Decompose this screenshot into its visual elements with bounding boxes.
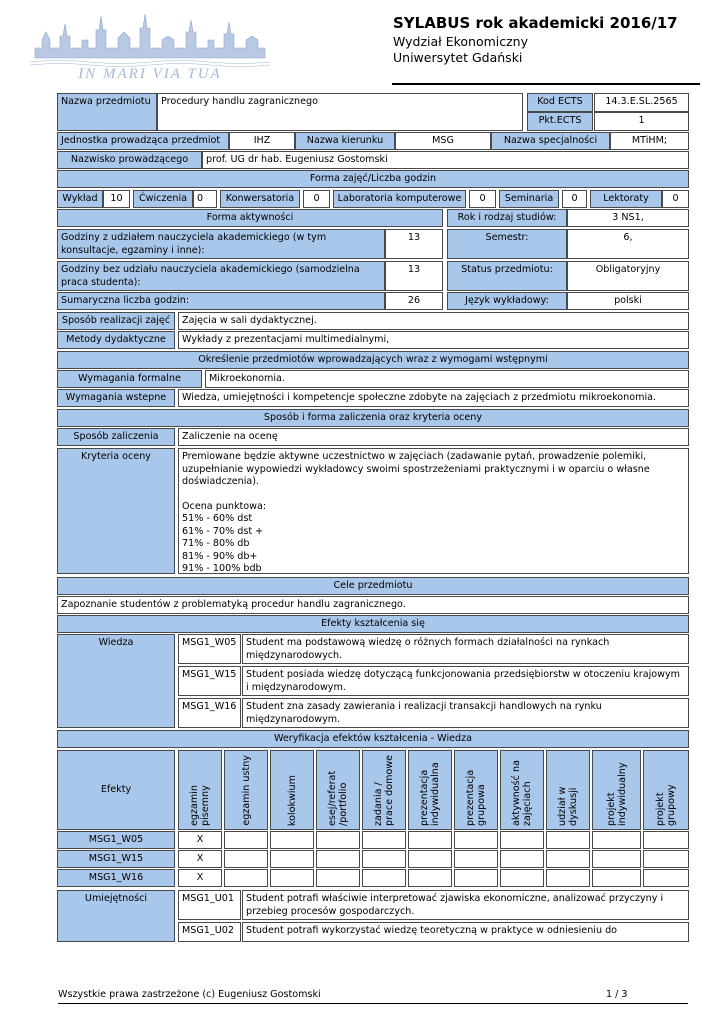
hours-without-teacher: 13 (385, 261, 443, 291)
verification-column-header (546, 750, 590, 830)
column-label: kolokwium (286, 774, 298, 826)
lecture-label: Wykład (57, 190, 103, 208)
syllabus-title: SYLABUS rok akademicki 2016/17 (393, 14, 678, 32)
initial-req: Wiedza, umiejętności i kompetencje społeczne zdobyte na zajęciach z przedmiotu mikroekonomia. (178, 389, 689, 407)
total-hours: 26 (385, 292, 443, 310)
goals-text: Zapoznanie studentów z problematyką procedur handlu zagranicznego. (57, 596, 689, 614)
semester: 6, (567, 229, 689, 259)
verification-row-code: MSG1_W16 (57, 869, 175, 887)
skills-label: Umiejętności (57, 890, 175, 942)
verification-cell: X (178, 850, 222, 868)
mode: Zajęcia w sali dydaktycznej. (178, 312, 689, 330)
assessment-method-label: Sposób zaliczenia (57, 428, 175, 446)
skill-text: Student potrafi właściwie interpretować zjawiska ekonomiczne, analizować przyczyny i przebieg procesów gospodarczych. (242, 890, 689, 920)
verification-column-header (500, 750, 544, 830)
verification-cell (270, 831, 314, 849)
verification-cell (643, 831, 689, 849)
verification-column-header (362, 750, 406, 830)
verification-cell (362, 831, 406, 849)
header-divider (392, 83, 700, 85)
footer-copyright: Wszystkie prawa zastrzeżone (c) Eugeniusz Gostomski (58, 989, 321, 1000)
field-value: MSG (395, 132, 491, 150)
verification-column-header (270, 750, 314, 830)
unit-label: Jednostka prowadząca przedmiot (57, 132, 229, 150)
verification-cell: X (178, 831, 222, 849)
skill-code: MSG1_U01 (178, 890, 241, 920)
logo-motto: IN MARI VIA TUA (78, 66, 222, 80)
conversatory-hours: 0 (303, 190, 330, 208)
verification-column-header (454, 750, 498, 830)
knowledge-code: MSG1_W05 (178, 634, 241, 664)
computer-lab-hours: 0 (469, 190, 496, 208)
verification-cell (454, 869, 498, 887)
verification-cell (316, 869, 360, 887)
footer-page-number: 1 / 3 (606, 989, 628, 1000)
university-logo-skyline (30, 10, 270, 80)
verification-column-header (316, 750, 360, 830)
exercises-label: Ćwiczenia (133, 190, 193, 208)
lectorate-label: Lektoraty (590, 190, 662, 208)
initial-req-label: Wymagania wstepne (57, 389, 175, 407)
verification-cell (500, 869, 544, 887)
verification-cell (316, 850, 360, 868)
knowledge-label: Wiedza (57, 634, 175, 728)
prereq-heading: Określenie przedmiotów wprowadzających wraz z wymogami wstępnymi (57, 351, 689, 369)
language-label: Język wykładowy: (447, 292, 567, 310)
column-label: projekt grupowy (655, 784, 677, 826)
assessment-method: Zaliczenie na ocenę (178, 428, 689, 446)
methods: Wykłady z prezentacjami multimedialnymi, (178, 331, 689, 349)
ects-code-label: Kod ECTS (527, 93, 593, 112)
methods-label: Metody dydaktyczne (57, 331, 175, 349)
knowledge-text: Student zna zasady zawierania i realizacji transakcji handlowych na rynku międzynarodowym. (242, 698, 689, 728)
verification-cell (500, 831, 544, 849)
verification-cell (224, 831, 268, 849)
knowledge-code: MSG1_W16 (178, 698, 241, 728)
column-label: esej/referat /portfolio (327, 770, 349, 826)
knowledge-code: MSG1_W15 (178, 666, 241, 696)
course-name: Procedury handlu zagranicznego (157, 93, 523, 131)
page-header (0, 0, 725, 86)
lecture-hours: 10 (103, 190, 130, 208)
ects-code: 14.3.E.SL.2565 (594, 93, 689, 112)
verification-cell (643, 869, 689, 887)
column-label: projekt indywidualny (605, 762, 628, 826)
outcomes-heading: Efekty kształcenia się (57, 615, 689, 633)
field-label: Nazwa kierunku (295, 132, 395, 150)
verification-cell (224, 850, 268, 868)
study-year-label: Rok i rodzaj studiów: (447, 209, 567, 227)
verification-cell (408, 831, 452, 849)
verification-cell (500, 850, 544, 868)
column-label: egzamin pisemny (189, 785, 211, 826)
knowledge-text: Student posiada wiedzę dotyczącą funkcjonowania przedsiębiorstw w otoczeniu krajowym i międzynarodowym. (242, 666, 689, 696)
column-label: udział w dyskusji (557, 786, 579, 826)
study-year: 3 NS1, (567, 209, 689, 227)
score-line: 61% - 70% dst + (182, 525, 264, 537)
lecturer-name: prof. UG dr hab. Eugeniusz Gostomski (202, 151, 689, 169)
seminar-label: Seminaria (499, 190, 559, 208)
hours-with-teacher: 13 (385, 229, 443, 259)
hours-without-teacher-label: Godziny bez udziału nauczyciela akademickiego (samodzielna praca studenta): (57, 261, 385, 291)
course-name-label: Nazwa przedmiotu (57, 93, 157, 131)
conversatory-label: Konwersatoria (220, 190, 300, 208)
verification-cell (362, 869, 406, 887)
formal-req: Mikroekonomia. (205, 370, 689, 388)
lectorate-hours: 0 (662, 190, 689, 208)
semester-label: Semestr: (447, 229, 567, 259)
computer-lab-label: Laboratoria komputerowe (333, 190, 466, 208)
total-hours-label: Sumaryczna liczba godzin: (57, 292, 385, 310)
effects-label: Efekty (57, 750, 175, 830)
university-name: Uniwersytet Gdański (393, 50, 523, 65)
verification-cell: X (178, 869, 222, 887)
activity-heading: Forma aktywności (57, 209, 443, 227)
score-title: Ocena punktowa: (182, 500, 267, 512)
footer-divider (58, 1003, 688, 1004)
verification-column-header (408, 750, 452, 830)
verification-cell (454, 850, 498, 868)
ects-points: 1 (594, 112, 689, 131)
assessment-heading: Sposób i forma zaliczenia oraz kryteria oceny (57, 409, 689, 427)
criteria-box (178, 448, 689, 574)
verification-row-code: MSG1_W15 (57, 850, 175, 868)
verification-cell (546, 850, 590, 868)
formal-req-label: Wymagania formalne (57, 370, 202, 388)
skill-code: MSG1_U02 (178, 922, 241, 942)
exercises-hours: 0 (193, 190, 217, 208)
verification-heading: Weryfikacja efektów kształcenia - Wiedza (57, 730, 689, 748)
seminar-hours: 0 (562, 190, 587, 208)
column-label: zadania / prace domowe (373, 754, 395, 826)
verification-cell (592, 869, 641, 887)
verification-cell (546, 869, 590, 887)
criteria-label: Kryteria oceny (57, 448, 175, 574)
verification-cell (643, 850, 689, 868)
hours-with-teacher-label: Godziny z udziałem nauczyciela akademickiego (w tym konsultacje, egzaminy i inne): (57, 229, 385, 259)
status: Obligatoryjny (567, 261, 689, 291)
specialty-label: Nazwa specjalności (491, 132, 610, 150)
mode-label: Sposób realizacji zajęć (57, 312, 175, 330)
verification-cell (270, 869, 314, 887)
column-label: prezentacja grupowa (465, 769, 487, 826)
language: polski (567, 292, 689, 310)
unit-value: IHZ (229, 132, 295, 150)
verification-row-code: MSG1_W05 (57, 831, 175, 849)
verification-cell (224, 869, 268, 887)
verification-cell (408, 869, 452, 887)
verification-cell (408, 850, 452, 868)
criteria-text: Premiowane będzie aktywne uczestnictwo w zajęciach (zadawanie pytań, prowadzenie polemiki, uzupełnianie wypowiedzi wykładowcy swoimi spostrzeżeniami praktycznymi i w oparciu o własne doświadczenia). (182, 451, 650, 487)
score-line: 91% - 100% bdb (182, 563, 262, 574)
score-line: 81% - 90% db+ (182, 550, 258, 562)
column-label: prezentacja indywidualna (419, 762, 441, 826)
verification-column-header (224, 750, 268, 830)
verification-column-header (592, 750, 641, 830)
score-line: 71% - 80% db (182, 538, 250, 549)
ects-points-label: Pkt.ECTS (527, 112, 593, 131)
goals-heading: Cele przedmiotu (57, 577, 689, 595)
verification-cell (316, 831, 360, 849)
verification-cell (546, 831, 590, 849)
verification-column-header (643, 750, 689, 830)
score-line: 51% - 60% dst (182, 513, 253, 524)
column-label: aktywność na zajęciach (511, 760, 533, 826)
faculty-name: Wydział Ekonomiczny (393, 34, 529, 49)
knowledge-text: Student ma podstawową wiedzę o różnych formach działalności na rynkach międzynarodowych. (242, 634, 689, 664)
column-label: egzamin ustny (240, 755, 252, 826)
verification-cell (270, 850, 314, 868)
lecturer-label: Nazwisko prowadzącego (57, 151, 202, 169)
class-forms-heading: Forma zajęć/Liczba godzin (57, 170, 689, 188)
specialty-value: MTiHM; (610, 132, 689, 150)
verification-cell (592, 850, 641, 868)
verification-cell (592, 831, 641, 849)
status-label: Status przedmiotu: (447, 261, 567, 291)
verification-column-header (178, 750, 222, 830)
verification-cell (362, 850, 406, 868)
verification-cell (454, 831, 498, 849)
skill-text: Student potrafi wykorzystać wiedzę teoretyczną w praktyce w odniesieniu do (242, 922, 689, 942)
